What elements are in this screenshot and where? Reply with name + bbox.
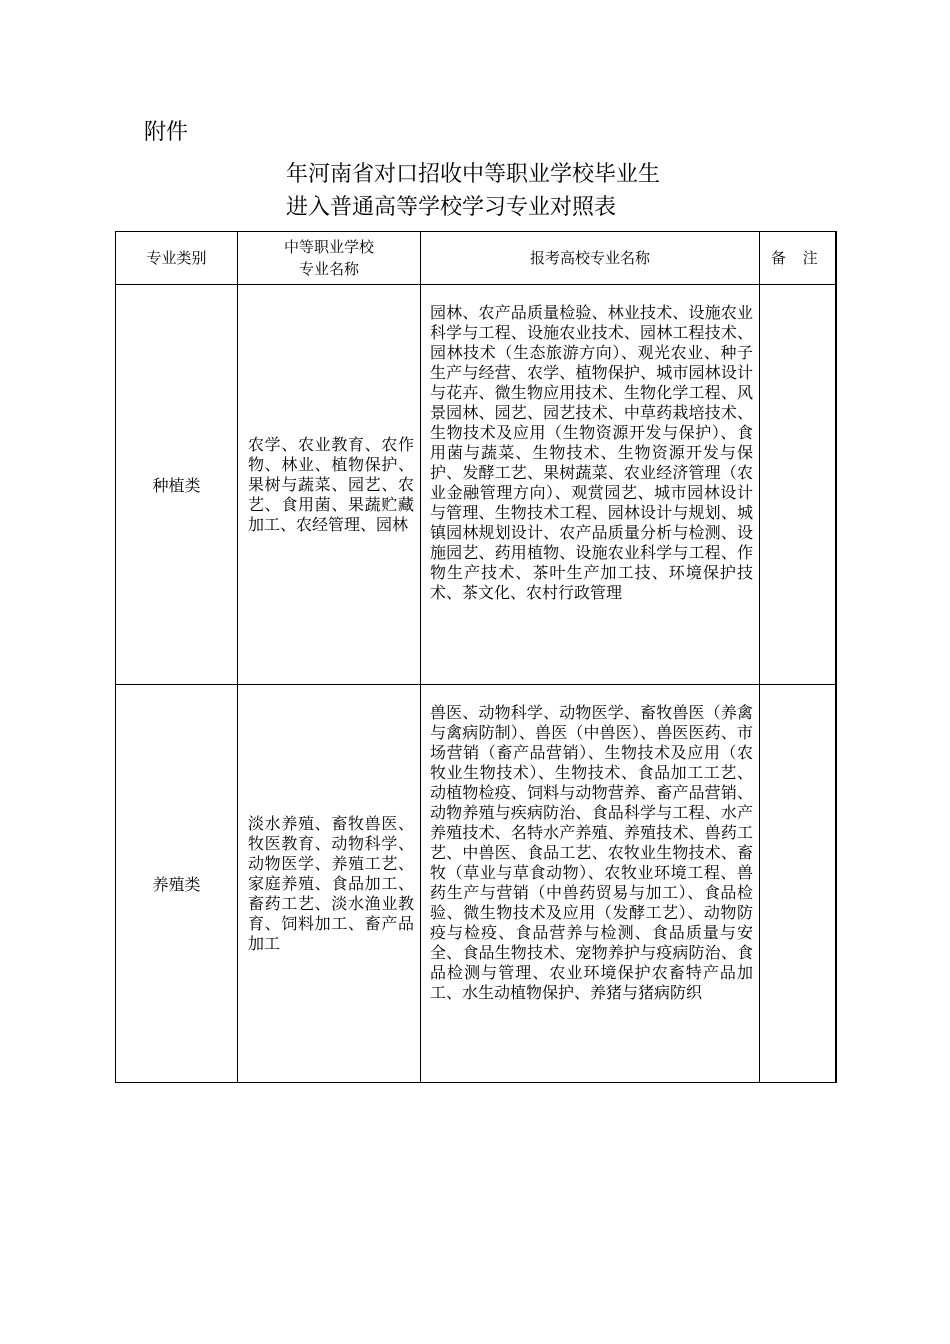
document-title-line-1: 年河南省对口招收中等职业学校毕业生 xyxy=(286,162,661,187)
row-note xyxy=(760,685,836,1083)
header-note: 备 注 xyxy=(760,232,836,285)
row-note xyxy=(760,285,836,685)
document-title-line-2: 进入普通高等学校学习专业对照表 xyxy=(286,195,617,220)
header-college-major: 报考高校专业名称 xyxy=(421,232,760,285)
row-category: 种植类 xyxy=(116,285,238,685)
header-secondary-major-line-2: 专业名称 xyxy=(298,260,359,278)
row-category: 养殖类 xyxy=(116,685,238,1083)
header-category: 专业类别 xyxy=(116,232,238,285)
table-row xyxy=(116,685,836,1083)
major-mapping-table xyxy=(115,231,837,1083)
row-secondary-majors: 淡水养殖、畜牧兽医、牧医教育、动物科学、动物医学、养殖工艺、家庭养殖、食品加工、畜药工艺、淡水渔业教育、饲料加工、畜产品加工 xyxy=(238,685,421,1083)
row-college-majors: 兽医、动物科学、动物医学、畜牧兽医（养禽与禽病防制）、兽医（中兽医）、兽医医药、市场营销（畜产品营销）、生物技术及应用（农牧业生物技术）、生物技术、食品加工工艺、动植物检疫、饲料与动物营养、畜产品营销、动物养殖与疾病防治、食品科学与工程、水产养殖技术、名特水产养殖、养殖技术、兽药工艺、中兽医、食品工艺、农牧业生物技术、畜牧（草业与草食动物）、农牧业环境工程、兽药生产与营销（中兽药贸易与加工）、食品检验、微生物技术及应用（发酵工艺）、动物防疫与检疫、食品营养与检测、食品质量与安全、食品生物技术、宠物养护与疫病防治、食品检测与管理、农业环境保护农畜特产品加工、水生动植物保护、养猪与猪病防织 xyxy=(421,685,760,1083)
header-secondary-major-line-1: 中等职业学校 xyxy=(283,238,374,256)
attachment-label: 附件 xyxy=(144,120,189,145)
row-secondary-majors: 农学、农业教育、农作物、林业、植物保护、果树与蔬菜、园艺、农艺、食用菌、果蔬贮藏加工、农经管理、园林 xyxy=(238,285,421,685)
row-college-majors: 园林、农产品质量检验、林业技术、设施农业科学与工程、设施农业技术、园林工程技术、园林技术（生态旅游方向）、观光农业、种子生产与经营、农学、植物保护、城市园林设计与花卉、微生物应用技术、生物化学工程、风景园林、园艺、园艺技术、中草药栽培技术、生物技术及应用（生物资源开发与保护）、食用菌与蔬菜、生物技术、生物资源开发与保护、发酵工艺、果树蔬菜、农业经济管理（农业金融管理方向）、观赏园艺、城市园林设计与管理、生物技术工程、园林设计与规划、城镇园林规划设计、农产品质量分析与检测、设施园艺、药用植物、设施农业科学与工程、作物生产技术、茶叶生产加工技、环境保护技术、茶文化、农村行政管理 xyxy=(421,285,760,685)
table-header-row xyxy=(116,232,836,285)
table-row xyxy=(116,285,836,685)
header-secondary-major xyxy=(238,232,421,285)
